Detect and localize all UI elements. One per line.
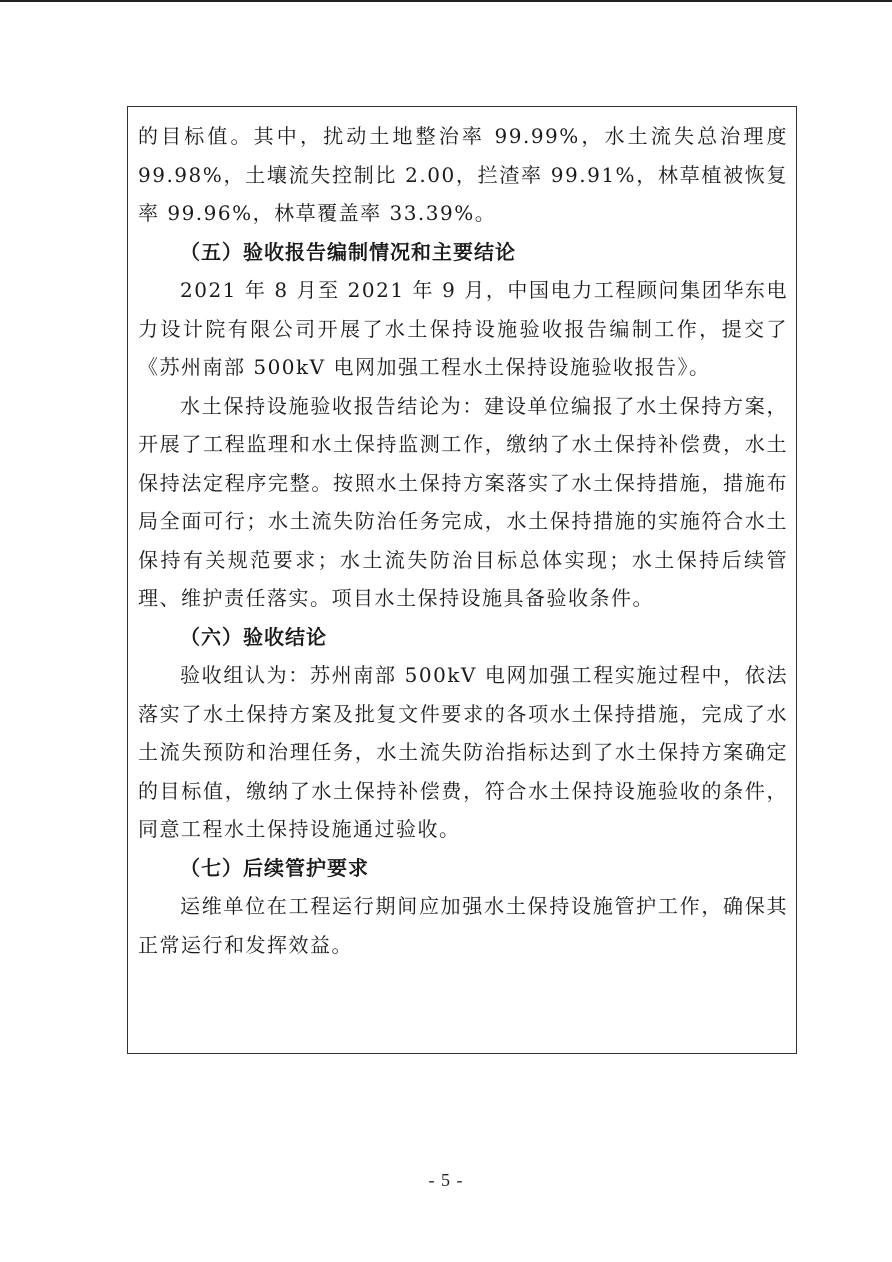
page-top-rule [0,0,892,2]
paragraph-report-conclusion: 水土保持设施验收报告结论为：建设单位编报了水土保持方案，开展了工程监理和水土保持监测工作，缴纳了水土保持补偿费，水土保持法定程序完整。按照水土保持方案落实了水土保持措施，措施布局全面可行；水土流失防治任务完成，水土保持措施的实施符合水土保持有关规范要求；水土流失防治目标总体实现；水土保持后续管理、维护责任落实。项目水土保持设施具备验收条件。 [138,393,788,610]
paragraph-acceptance-conclusion: 验收组认为：苏州南部 500kV 电网加强工程实施过程中，依法落实了水土保持方案及批复文件要求的各项水土保持措施，完成了水土流失预防和治理任务，水土流失防治指标达到了水土保持方案确定的目标值，缴纳了水土保持补偿费，符合水土保持设施验收的条件，同意工程水土保持设施通过验收。 [138,663,788,841]
page-number: - 5 - [428,1170,464,1190]
section-heading-maintenance-requirements: （七）后续管护要求 [180,855,369,880]
section-heading-report-conclusions: （五）验收报告编制情况和主要结论 [180,239,516,264]
paragraph-maintenance-requirements: 运维单位在工程运行期间应加强水土保持设施管护工作，确保其正常运行和发挥效益。 [138,894,788,957]
content-frame [127,106,797,1054]
paragraph-report-compilation: 2021 年 8 月至 2021 年 9 月，中国电力工程顾问集团华东电力设计院有限公司开展了水土保持设施验收报告编制工作，提交了《苏州南部 500kV 电网加强工程水土保持设施验收报告》。 [138,278,788,379]
paragraph-target-values: 的目标值。其中，扰动土地整治率 99.99%，水土流失总治理度 99.98%，土壤流失控制比 2.00，拦渣率 99.91%，林草植被恢复率 99.96%，林草覆盖率 33.39%。 [138,124,788,225]
section-heading-acceptance-conclusion: （六）验收结论 [180,624,327,649]
